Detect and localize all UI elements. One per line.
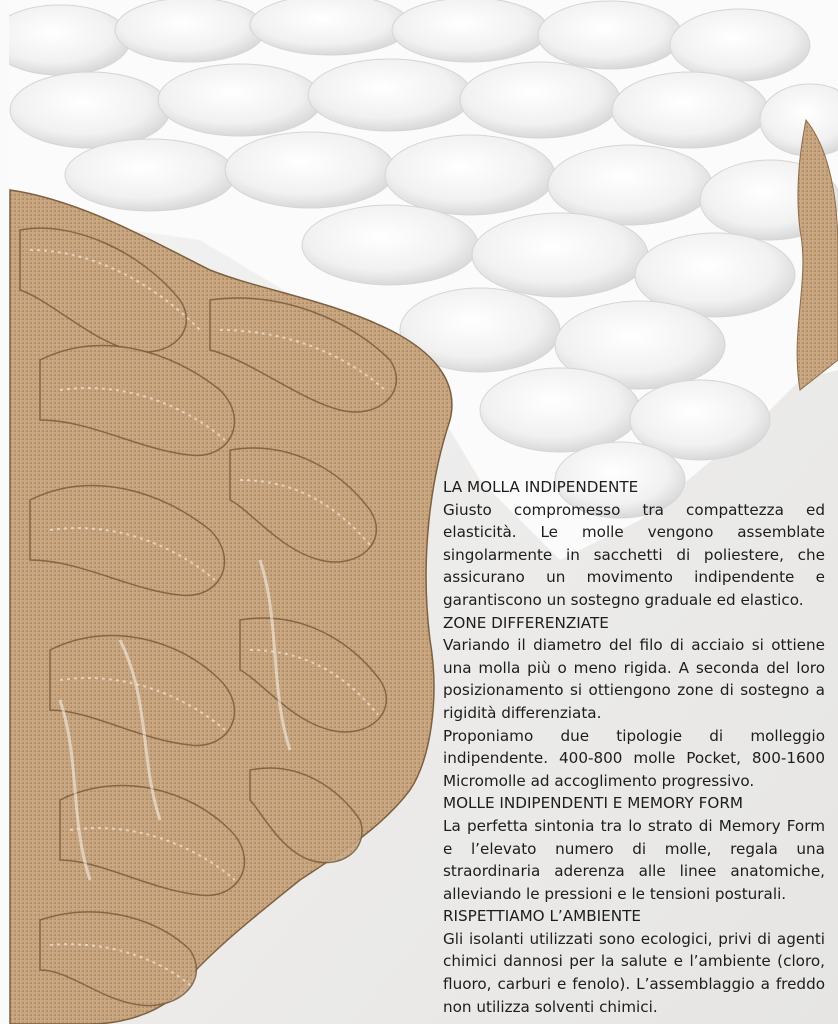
body-molla-indipendente: Giusto compromesso tra compattezza ed elasticità. Le molle vengono assemblate singolarmente in sacchetti di poliestere, che assicurano un movimento indipendente e garantiscono un sostegno graduale ed elastico. <box>443 500 825 609</box>
body-zone-differenziate: Variando il diametro del filo di acciaio si ottiene una molla più o meno rigida. A seconda del loro posizionamento si ottiengono zone di sostegno a rigidità differenziata. <box>443 636 825 722</box>
body-memory-form: La perfetta sintonia tra lo strato di Memory Form e l’elevato numero di molle, regala una straordinaria aderenza alle linee anatomiche, alleviando le pressioni e le tensioni posturali. <box>443 816 825 903</box>
heading-memory-form: MOLLE INDIPENDENTI E MEMORY FORM <box>443 794 743 813</box>
heading-zone-differenziate: ZONE DIFFERENZIATE <box>443 613 609 632</box>
body-tipologie-molleggio: Proponiamo due tipologie di molleggio indipendente. 400-800 molle Pocket, 800-1600 Micromolle ad accoglimento progressivo. <box>443 726 825 790</box>
article-text <box>443 476 825 1018</box>
heading-molla-indipendente: LA MOLLA INDIPENDENTE <box>443 478 639 496</box>
body-ambiente: Gli isolanti utilizzati sono ecologici, privi di agenti chimici dannosi per la salute e l’ambiente (cloro, fluoro, carburi e fenolo). L’assemblaggio a freddo non utilizza solventi chimici. <box>443 929 825 1016</box>
heading-ambiente: RISPETTIAMO L’AMBIENTE <box>443 907 641 926</box>
